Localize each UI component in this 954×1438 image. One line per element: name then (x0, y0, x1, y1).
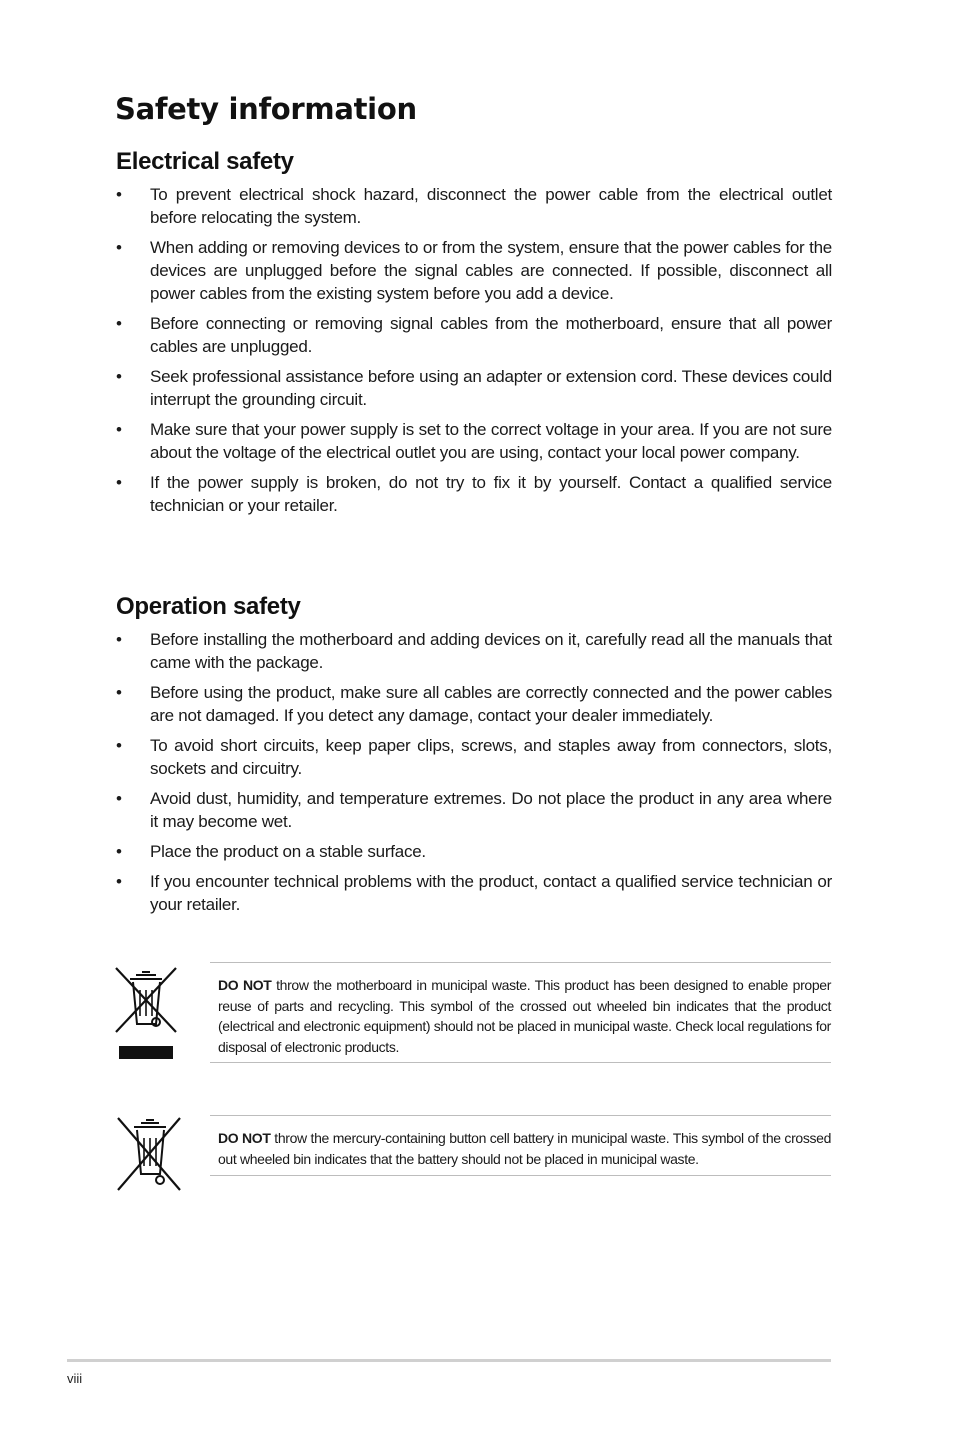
list-item-text: Before connecting or removing signal cables from the motherboard, ensure that all power cables are unplugged. (150, 314, 832, 356)
notice-strong: DO NOT (218, 1130, 271, 1146)
bullet-icon: • (116, 842, 122, 861)
weee-notice (210, 962, 831, 1063)
notice-body: throw the mercury-containing button cell battery in municipal waste. This symbol of the crossed out wheeled bin indicates that the battery should not be placed in municipal waste. (218, 1130, 832, 1167)
list-item-text: Before using the product, make sure all cables are correctly connected and the power cables are not damaged. If you detect any damage, contact your dealer immediately. (150, 683, 832, 725)
bullet-icon: • (116, 736, 122, 755)
list-item-text: Make sure that your power supply is set to the correct voltage in your area. If you are not sure about the voltage of the electrical outlet you are using, contact your local power company. (150, 420, 832, 462)
bullet-icon: • (116, 238, 122, 257)
list-item-text: Before installing the motherboard and adding devices on it, carefully read all the manuals that came with the package. (150, 630, 832, 672)
list-item (116, 840, 832, 863)
list-item-text: Seek professional assistance before using an adapter or extension cord. These devices could interrupt the grounding circuit. (150, 367, 832, 409)
list-item (116, 870, 832, 916)
bullet-icon: • (116, 789, 122, 808)
notice-strong: DO NOT (218, 977, 272, 993)
operation-safety-heading: Operation safety (116, 593, 301, 620)
bullet-icon: • (116, 473, 122, 492)
bullet-icon: • (116, 683, 122, 702)
list-item (116, 312, 832, 358)
list-item-text: When adding or removing devices to or from the system, ensure that the power cables for the devices are unplugged before the signal cables are connected. If possible, disconnect all power cables from the existing system before you add a device. (150, 238, 832, 303)
bullet-icon: • (116, 185, 122, 204)
list-item (116, 365, 832, 411)
electrical-safety-list (116, 183, 832, 524)
list-item-text: Avoid dust, humidity, and temperature extremes. Do not place the product in any area where it may become wet. (150, 789, 832, 831)
page-number: viii (67, 1371, 83, 1386)
list-item-text: To prevent electrical shock hazard, disconnect the power cable from the electrical outlet before relocating the system. (150, 185, 832, 227)
list-item-text: Place the product on a stable surface. (150, 842, 426, 861)
list-item (116, 236, 832, 305)
page-title: Safety information (115, 92, 417, 126)
bullet-icon: • (116, 420, 122, 439)
bullet-icon: • (116, 872, 122, 891)
bullet-icon: • (116, 630, 122, 649)
list-item (116, 471, 832, 517)
list-item (116, 418, 832, 464)
operation-safety-list (116, 628, 832, 923)
electrical-safety-heading: Electrical safety (116, 148, 294, 175)
list-item-text: To avoid short circuits, keep paper clips, screws, and staples away from connectors, slots, sockets and circuitry. (150, 736, 832, 778)
bullet-icon: • (116, 367, 122, 386)
list-item (116, 734, 832, 780)
footer-divider (67, 1359, 831, 1362)
list-item (116, 787, 832, 833)
crossed-out-battery-bin-icon (114, 1114, 184, 1194)
bullet-icon: • (116, 314, 122, 333)
list-item (116, 681, 832, 727)
notice-text (210, 1128, 831, 1169)
list-item (116, 628, 832, 674)
list-item-text: If the power supply is broken, do not try to fix it by yourself. Contact a qualified service technician or your retailer. (150, 473, 832, 515)
list-item (116, 183, 832, 229)
list-item-text: If you encounter technical problems with the product, contact a qualified service technician or your retailer. (150, 872, 832, 914)
crossed-out-wheeled-bin-icon (112, 964, 180, 1062)
battery-notice (210, 1115, 831, 1176)
notice-body: throw the motherboard in municipal waste. This product has been designed to enable proper reuse of parts and recycling. This symbol of the crossed out wheeled bin indicates that the product (electrical and electronic equipment) should not be placed in municipal waste. Check local regulations for disposal of electronic products. (218, 977, 832, 1055)
notice-text (210, 975, 831, 1057)
